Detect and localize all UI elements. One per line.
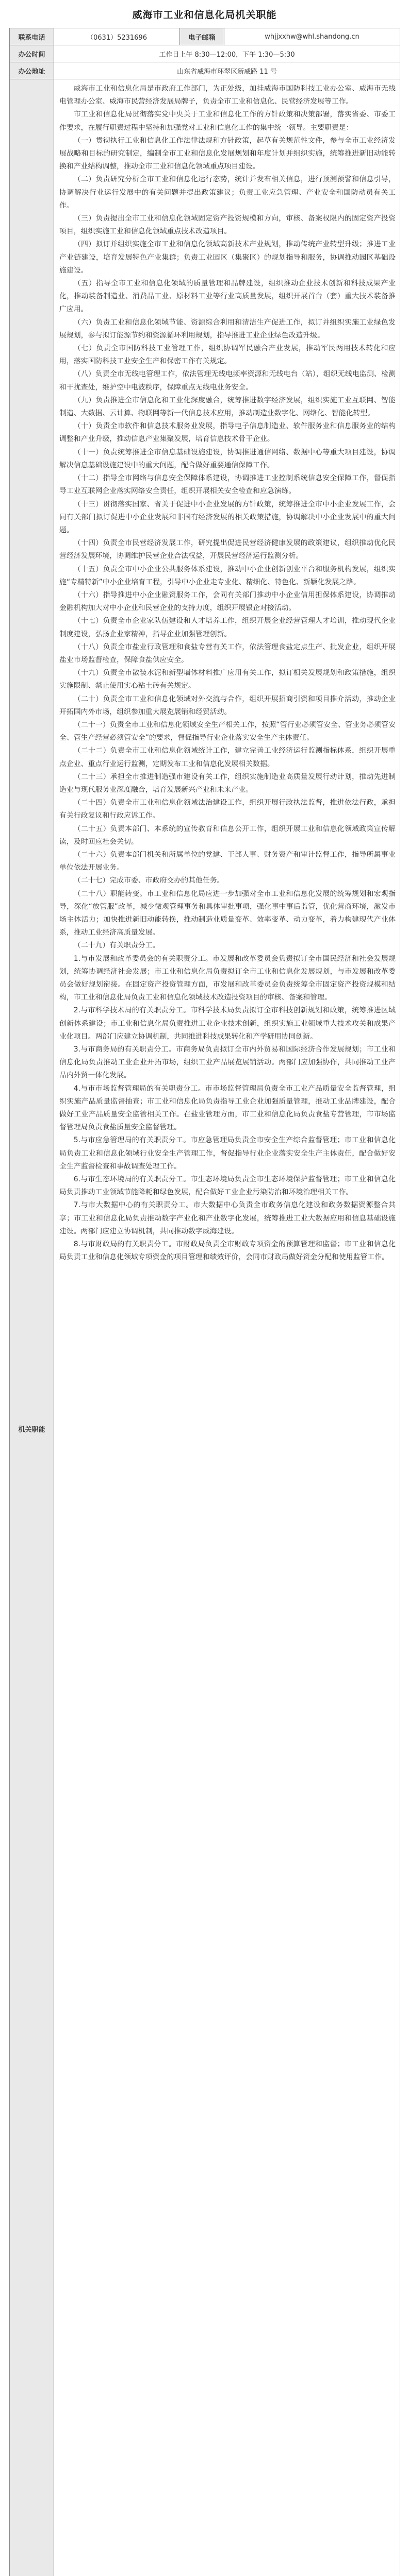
duty-paragraph: （二十三）承担全市推进制造强市建设有关工作，组织实施制造业高质量发展行动计划，推动先进制造业与现代服务业深度融合，培育发展新兴产业和未来产业。 <box>59 772 396 794</box>
duty-paragraph: （十四）负责全市民营经济发展工作，研究提出促进民营经济健康发展的政策建议，组织推动优化民营经济发展环境，协调维护民营企业合法权益，开展民营经济运行监测分析。 <box>59 539 396 561</box>
duty-paragraph: （二十九）有关职责分工。 <box>73 941 160 950</box>
duty-paragraph: 2.与市科学技术局的有关职责分工。市科学技术局负责拟订全市科技创新规划和政策，统筹推进区域创新体系建设；市工业和信息化局负责推进工业企业技术创新，组织实施工业领域重大技术攻关和成果产业化项目。两部门应建立协调机制，共同推进科技成果转化和产学研用协同创新。 <box>59 1006 396 1041</box>
contact-row <box>10 28 400 45</box>
duty-paragraph: 4.与市市场监督管理局的有关职责分工。市市场监督管理局负责全市工业产品质量安全监督管理，组织实施产品质量监督抽查；市工业和信息化局负责指导工业企业加强质量管理，推动工业品牌建设，配合做好工业产品质量安全监管相关工作。在盐业管理方面，市工业和信息化局负责食盐专营管理，市市场监督管理局负责食盐质量安全监督管理。 <box>59 1084 396 1132</box>
info-table <box>9 28 400 2576</box>
address-row <box>10 62 400 79</box>
duty-paragraph: （十二）指导全市网络与信息安全保障体系建设，协调推进工业控制系统信息安全保障工作，督促指导工业互联网企业落实网络安全责任，组织开展相关安全检查和应急演练。 <box>59 474 396 496</box>
duty-paragraph: （二十一）负责全市工业和信息化领域安全生产相关工作，按照“管行业必须管安全、管业务必须管安全、管生产经营必须管安全”的要求，督促指导行业企业落实安全生产主体责任。 <box>59 720 396 742</box>
duties-row <box>10 79 400 2576</box>
duty-paragraph: 6.与市生态环境局的有关职责分工。市生态环境局负责全市生态环境保护监督管理；市工业和信息化局负责推动工业领域节能降耗和绿色发展，配合做好工业企业污染防治和环境治理相关工作。 <box>59 1175 396 1197</box>
duty-paragraph: （四）拟订并组织实施全市工业和信息化领域高新技术产业规划，推动传统产业转型升级；推进工业产业链建设，培育发展特色产业集群；负责工业园区（集聚区）的规划指导和服务，协调推动园区基础设施建设。 <box>59 240 396 275</box>
duty-paragraph: （六）负责工业和信息化领域节能、资源综合利用和清洁生产促进工作，拟订并组织实施工业绿色发展规划，参与拟订能源节约和资源循环利用规划，指导推进工业企业绿色改造升级。 <box>59 318 396 340</box>
address-label: 办公地址 <box>10 62 54 79</box>
duties-list <box>59 82 396 1264</box>
duty-paragraph: （十）负责全市软件和信息技术服务业发展，指导电子信息制造业、软件服务业和信息服务业的结构调整和产业升级，推动信息产业集聚发展，培育信息技术骨干企业。 <box>59 422 396 444</box>
duties-label: 机关职能 <box>10 79 54 2576</box>
email-link[interactable]: whjjxxhw@whl.shandong.cn <box>224 28 400 45</box>
address-value: 山东省威海市环翠区新威路 11 号 <box>54 62 400 79</box>
duty-paragraph: （二十四）负责全市工业和信息化领域法治建设工作，组织开展行政执法监督，推进依法行政，承担有关行政复议和行政应诉工作。 <box>59 799 396 820</box>
duty-paragraph: （三）负责提出全市工业和信息化领域固定资产投资规模和方向，审核、备案权限内的固定资产投资项目，组织实施工业和信息化领域重点技术改造项目。 <box>59 214 396 236</box>
duty-paragraph: （十六）指导推进中小企业融资服务工作，会同有关部门推动中小企业信用担保体系建设，协调推动金融机构加大对中小企业和民营企业的支持力度，组织开展银企对接活动。 <box>59 590 396 613</box>
duty-paragraph: 3.与市商务局的有关职责分工。市商务局负责拟订全市内外贸易和国际经济合作发展规划；市工业和信息化局负责推动工业企业开拓市场，组织工业产品展览展销活动。两部门应加强协作，共同推动工业产品内外贸一体化发展。 <box>59 1045 396 1080</box>
hours-value: 工作日上午 8:30—12:00，下午 1:30—5:30 <box>54 45 400 62</box>
duty-paragraph: （九）负责推进全市信息化和工业化深度融合，统筹推进数字经济发展，组织实施工业互联网、智能制造、大数据、云计算、物联网等新一代信息技术应用，推动制造业数字化、网络化、智能化转型。 <box>59 396 396 418</box>
duty-paragraph: （十三）贯彻落实国家、省关于促进中小企业发展的方针政策，统筹推进全市中小企业发展工作，会同有关部门拟订促进中小企业发展和非国有经济发展的相关政策措施，协调解决中小企业发展中的重大问题。 <box>59 500 396 534</box>
phone-value: （0631）5231696 <box>54 28 180 45</box>
duty-paragraph: （一）贯彻执行工业和信息化工作法律法规和方针政策，起草有关规范性文件，参与全市工业经济发展战略和目标的研究制定，编制全市工业和信息化发展规划和年度计划并组织实施，统筹推进新旧动能转换和产业结构调整，推动全市工业和信息化领域重点项目建设。 <box>59 136 396 171</box>
duty-paragraph: （二）负责研究分析全市工业和信息化运行态势，统计并发布相关信息，进行预测预警和信息引导，协调解决行业运行发展中的有关问题并提出政策建议；负责工业应急管理、产业安全和国防动员有关工作。 <box>59 175 396 210</box>
duty-paragraph: （二十五）负责本部门、本系统的宣传教育和信息公开工作，组织开展工业和信息化领域政策宣传解读，及时回应社会关切。 <box>59 824 396 846</box>
duty-paragraph: （二十二）负责全市工业和信息化领域统计工作，建立完善工业经济运行监测指标体系，组织开展重点企业、重点行业运行监测，定期发布工业和信息化发展相关数据。 <box>59 747 396 768</box>
duty-paragraph: （十九）负责全市散装水泥和新型墙体材料推广应用有关工作，拟订相关发展规划和政策措施，组织实施限制、禁止使用实心粘土砖有关规定。 <box>59 669 396 690</box>
duty-paragraph: 1.与市发展和改革委员会的有关职责分工。市发展和改革委员会负责拟订全市国民经济和社会发展规划，统筹协调经济社会发展；市工业和信息化局负责拟订全市工业和信息化发展规划，与市发展和改革委员会做好规划衔接。在固定资产投资管理方面，市发展和改革委员会负责统筹全市固定资产投资规模和结构，市工业和信息化局负责工业和信息化领域技术改造投资项目的审核、备案和管理。 <box>59 954 396 1002</box>
phone-label: 联系电话 <box>10 28 54 45</box>
duty-paragraph: （七）负责全市国防科技工业管理工作，组织协调军民融合产业发展，推动军民两用技术转化和应用，落实国防科技工业安全生产和保密工作有关规定。 <box>59 344 396 366</box>
email-label: 电子邮箱 <box>180 28 224 45</box>
duty-paragraph: （十五）负责全市中小企业公共服务体系建设，推动中小企业创新创业平台和服务机构发展，组织实施“专精特新”中小企业培育工程，引导中小企业走专业化、精细化、特色化、新颖化发展之路。 <box>59 565 396 586</box>
duty-paragraph: 市工业和信息化局贯彻落实党中央关于工业和信息化工作的方针政策和决策部署，落实省委、市委工作要求，在履行职责过程中坚持和加强党对工业和信息化工作的集中统一领导。主要职责是： <box>59 110 396 132</box>
duty-paragraph: 5.与市应急管理局的有关职责分工。市应急管理局负责全市安全生产综合监督管理；市工业和信息化局负责工业和信息化领域行业安全生产管理工作，督促指导行业企业落实安全生产主体责任，配合做好安全生产监督检查和事故调查处理工作。 <box>59 1136 396 1171</box>
duty-paragraph: （十七）负责全市企业家队伍建设和人才培养工作，组织开展企业经营管理人才培训，推动现代企业制度建设，弘扬企业家精神，指导企业加强管理创新。 <box>59 617 396 638</box>
duty-paragraph: （二十七）完成市委、市政府交办的其他任务。 <box>73 876 224 885</box>
duty-paragraph: 8.与市财政局的有关职责分工。市财政局负责全市财政专项资金的预算管理和监督；市工业和信息化局负责工业和信息化领域专项资金的项目管理和绩效评价，会同市财政局做好资金分配和使用监管工作。 <box>59 1240 396 1262</box>
duty-paragraph: （十八）负责全市盐业行政管理和食盐专营有关工作，依法管理食盐定点生产、批发企业，组织开展盐业市场监督检查，保障食盐供应安全。 <box>59 642 396 664</box>
duty-paragraph: （二十六）负责本部门机关和所属单位的党建、干部人事、财务资产和审计监督工作，指导所属事业单位依法开展业务。 <box>59 850 396 872</box>
duty-paragraph: （二十八）职能转变。市工业和信息化局应进一步加强对全市工业和信息化发展的统筹规划和宏观指导，深化“放管服”改革，减少微观管理事务和具体审批事项，强化事中事后监管，优化营商环境，激发市场主体活力；加快推进新旧动能转换，推动制造业质量变革、效率变革、动力变革，着力构建现代产业体系，推动工业经济高质量发展。 <box>59 889 396 937</box>
duty-paragraph: （二十）负责全市工业和信息化领域对外交流与合作，组织开展招商引资和项目推介活动，推动企业开拓国内外市场，组织参加重大展览展销和经贸活动。 <box>59 694 396 716</box>
hours-label: 办公时间 <box>10 45 54 62</box>
duty-paragraph: 威海市工业和信息化局是市政府工作部门，为正处级，加挂威海市国防科技工业办公室、威海市无线电管理办公室、威海市民营经济发展局牌子，负责全市工业和信息化、民营经济发展等工作。 <box>59 84 396 106</box>
duty-paragraph: （十一）负责统筹推进全市信息基础设施建设，协调推进通信网络、数据中心等重大项目建设，协调解决信息基础设施建设中的重大问题，配合做好重要通信保障工作。 <box>59 448 396 469</box>
duty-paragraph: 7.与市大数据中心的有关职责分工。市大数据中心负责全市政务信息化建设和政务数据资源整合共享；市工业和信息化局负责推动数字产业化和产业数字化发展，统筹推进工业大数据应用和信息基础设施建设。两部门应建立协调机制，共同推动数字威海建设。 <box>59 1201 396 1235</box>
duties-content <box>54 79 400 2576</box>
page-title: 威海市工业和信息化局机关职能 <box>132 9 277 21</box>
hours-row <box>10 45 400 62</box>
duty-paragraph: （八）负责全市无线电管理工作，依法管理无线电频率资源和无线电台（站），组织无线电监测、检测和干扰查处，维护空中电波秩序，保障重点无线电业务安全。 <box>59 370 396 392</box>
duty-paragraph: （五）指导全市工业和信息化领域的质量管理和品牌建设，组织推动企业技术创新和科技成果产业化，推动装备制造业、消费品工业、原材料工业等行业高质量发展，组织开展首台（套）重大技术装备推广应用。 <box>59 279 396 314</box>
